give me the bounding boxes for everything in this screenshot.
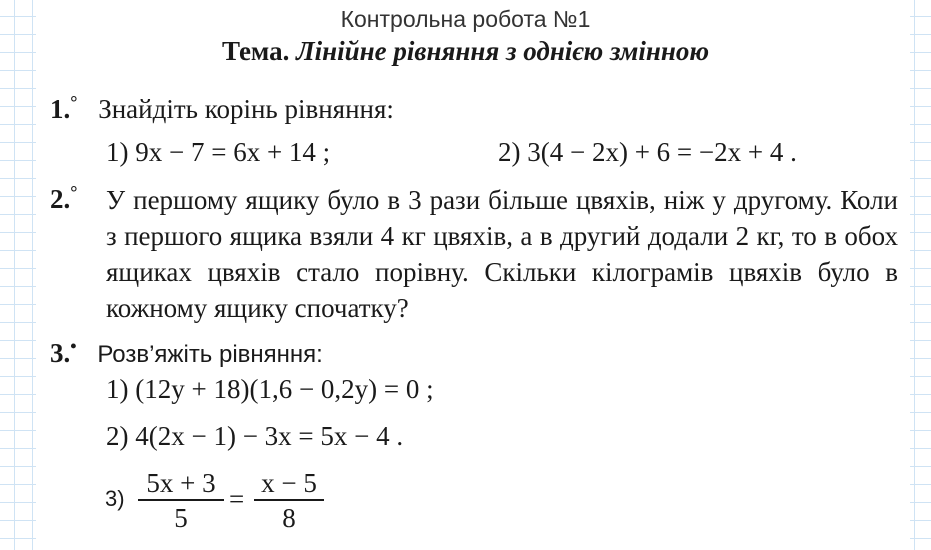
fraction-right-denominator: 8 xyxy=(282,503,296,533)
task-3-equation-2: 2) 4(2x − 1) − 3x = 5x − 4 . xyxy=(106,421,404,451)
task-2-difficulty-mark: ° xyxy=(70,182,78,202)
fraction-left-denominator: 5 xyxy=(174,503,188,533)
topic-text: Лінійне рівняння з однією змінною xyxy=(296,36,710,66)
task-1-number: 1. xyxy=(50,94,71,124)
task-1-text: Знайдіть корінь рівняння: xyxy=(98,94,394,124)
task-1-equation-2: 2) 3(4 − 2x) + 6 = −2x + 4 . xyxy=(498,137,797,167)
fraction-left-numerator: 5x + 3 xyxy=(138,467,224,501)
fraction-left xyxy=(138,467,224,535)
task-2-text: У першому ящику було в 3 рази більше цвяхів, ніж у другому. Коли з першого ящика взяли 4 кг цвяхів, а в другий додали 2 кг, то в обох ящиках цвяхів стало порівну. Скільки кілограмів цвяхів було в кожному ящику спочатку? xyxy=(106,185,898,323)
fraction-right xyxy=(254,467,324,535)
equals-sign: = xyxy=(229,484,245,514)
task-3-text: Розв’яжіть рівняння: xyxy=(97,341,323,368)
task-1-heading xyxy=(50,92,394,125)
worksheet-topic xyxy=(0,36,931,67)
task-3-difficulty-mark: • xyxy=(70,336,77,356)
task-1-equation-1: 1) 9x − 7 = 6x + 14 ; xyxy=(106,137,331,167)
fraction-right-numerator: x − 5 xyxy=(254,467,324,501)
task-3-number: 3. xyxy=(50,338,71,368)
task-3-equation-1: 1) (12y + 18)(1,6 − 0,2y) = 0 ; xyxy=(106,374,434,404)
task-2-number: 2. xyxy=(50,184,71,214)
task-1-difficulty-mark: ° xyxy=(70,92,78,112)
worksheet-title: Контрольна робота №1 xyxy=(340,6,591,32)
task-3-equation-3-label: 3) xyxy=(105,486,125,511)
task-2-number-block xyxy=(50,182,77,215)
topic-label: Тема. xyxy=(221,36,290,66)
task-3-heading xyxy=(50,336,323,369)
